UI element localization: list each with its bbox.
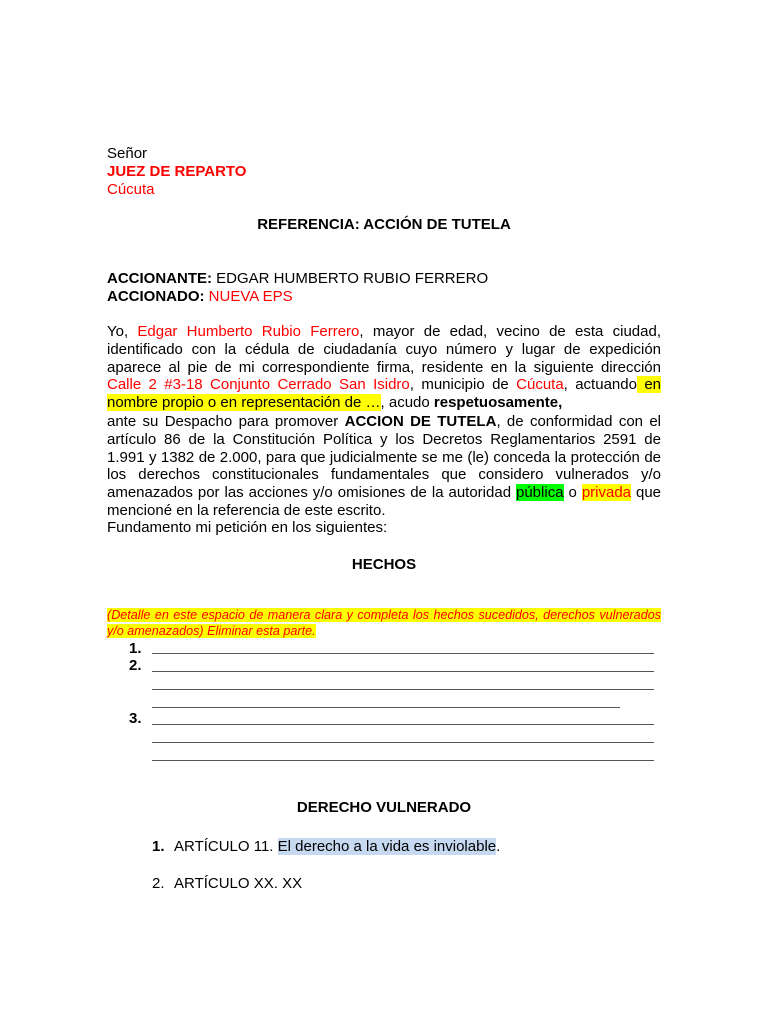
blank-line: [152, 689, 654, 690]
derecho-number-1: 1.: [152, 838, 165, 855]
hecho-number-3: 3.: [129, 710, 142, 727]
accionante-line: [107, 270, 488, 288]
text: , acudo: [380, 394, 434, 412]
hechos-note: [107, 608, 661, 639]
address: Calle 2 #3-18 Conjunto Cerrado San Isidro: [107, 376, 410, 394]
addressee: JUEZ DE REPARTO: [107, 163, 247, 180]
blank-line: [152, 742, 654, 743]
hechos-note-text: (Detalle en este espacio de manera clara y completa los hechos sucedidos, derechos vulnerados y/o amenazados) Eliminar esta parte.: [107, 608, 661, 638]
accionante-value: EDGAR HUMBERTO RUBIO FERRERO: [212, 270, 489, 287]
text: Yo,: [107, 323, 138, 340]
salutation: Señor: [107, 145, 148, 162]
derecho-number-2: 2.: [152, 875, 165, 892]
privada-highlight: privada: [581, 484, 632, 502]
article-label: ARTÍCULO 11.: [174, 838, 278, 855]
derecho-title: DERECHO VULNERADO: [296, 799, 472, 816]
fundamento-line: Fundamento mi petición en los siguientes:: [107, 519, 388, 536]
text: , de conformidad con el artículo 86 de la Constitución Política y los Decretos Reglamentarios 2591 de 1.991 y 1382 de 2.000, para que judicialmente se me (le) conceda la protección de los derechos constitucionales fundamentales que considero vulnerados y/o amenazados por las acciones y/o omisiones de la autoridad: [107, 413, 662, 502]
hechos-title: HECHOS: [351, 556, 417, 573]
blank-line: [152, 707, 620, 708]
text: .: [496, 838, 501, 855]
body-paragraph-1: [107, 323, 661, 412]
text: o: [563, 484, 582, 502]
respectfully: respetuosamente,: [433, 394, 563, 412]
blank-line: [152, 671, 654, 672]
blank-line: [152, 724, 654, 725]
accion-de-tutela: ACCION DE TUTELA: [344, 413, 497, 430]
text: , mayor de edad, vecino de esta ciudad, identificado con la cédula de ciudadanía cuyo número y lugar de expedición aparece al pie de mi correspondiente firma, residente en la siguiente dirección: [107, 323, 661, 376]
accionado-value: NUEVA EPS: [204, 288, 293, 305]
petitioner-name: Edgar Humberto Rubio Ferrero: [137, 323, 360, 340]
body-paragraph-2: [107, 413, 661, 520]
hecho-number-2: 2.: [129, 657, 142, 674]
blank-line: [152, 653, 654, 654]
accionado-line: [107, 288, 293, 306]
accionante-label: ACCIONANTE:: [107, 270, 212, 287]
municipio: Cúcuta: [516, 376, 564, 394]
article-text: El derecho a la vida es inviolable: [277, 838, 497, 855]
text: , actuando: [563, 376, 637, 394]
blank-line: [152, 760, 654, 761]
accionado-label: ACCIONADO:: [107, 288, 205, 305]
text: que mencioné en la referencia de este escrito.: [107, 484, 661, 519]
text: ante su Despacho para promover: [107, 413, 345, 430]
derecho-item-2: ARTÍCULO XX. XX: [174, 875, 303, 892]
reference-title: REFERENCIA: ACCIÓN DE TUTELA: [257, 216, 511, 233]
text: , municipio de: [409, 376, 517, 394]
hecho-number-1: 1.: [129, 640, 142, 657]
derecho-item-1: [174, 837, 500, 857]
city: Cúcuta: [107, 181, 155, 198]
publica-highlight: pública: [516, 484, 564, 502]
representation-highlight: en nombre propio o en representación de …: [107, 376, 662, 412]
